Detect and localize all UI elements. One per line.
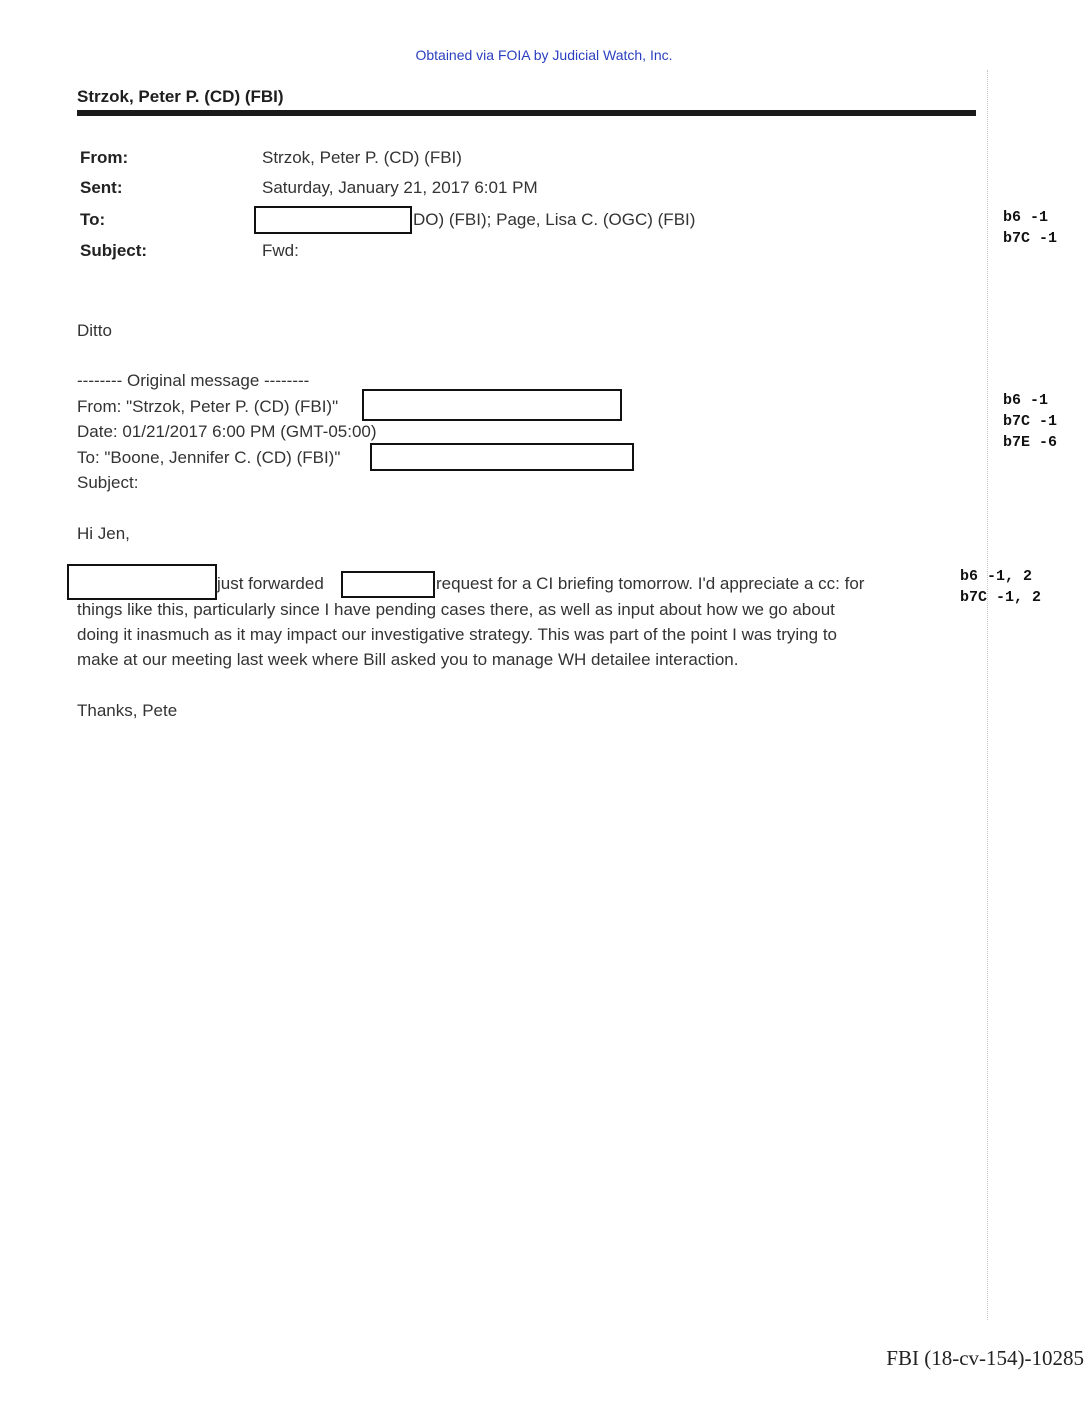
mailbox-owner: Strzok, Peter P. (CD) (FBI) <box>77 87 284 106</box>
original-to: To: "Boone, Jennifer C. (CD) (FBI)" <box>77 448 341 467</box>
to-value: DO) (FBI); Page, Lisa C. (OGC) (FBI) <box>413 210 696 229</box>
redaction-box-to <box>254 206 412 234</box>
redaction-box-original-from <box>362 389 622 421</box>
paragraph-part2: request for a CI briefing tomorrow. I'd appreciate a cc: for <box>436 574 865 593</box>
original-subject: Subject: <box>77 473 139 492</box>
paragraph-line4: make at our meeting last week where Bill asked you to manage WH detailee interaction. <box>77 650 739 669</box>
redaction-box-original-to <box>370 443 634 471</box>
foia-banner: Obtained via FOIA by Judicial Watch, Inc. <box>415 47 673 63</box>
redaction-box-paragraph-1 <box>67 564 217 600</box>
exemption-codes-1: b6 -1 b7C -1 <box>1003 209 1058 247</box>
redaction-box-paragraph-2 <box>341 571 435 598</box>
original-date: Date: 01/21/2017 6:00 PM (GMT-05:00) <box>77 422 377 441</box>
bates-number: FBI (18-cv-154)-10285 <box>886 1346 1084 1370</box>
exemption-codes-2: b6 -1 b7C -1 b7E -6 <box>1003 392 1058 451</box>
header-rule <box>77 110 976 116</box>
greeting: Hi Jen, <box>77 524 130 543</box>
subject-value: Fwd: <box>262 241 299 260</box>
to-label: To: <box>80 210 106 229</box>
sent-value: Saturday, January 21, 2017 6:01 PM <box>262 178 538 197</box>
from-label: From: <box>80 148 129 167</box>
sent-label: Sent: <box>80 178 123 197</box>
paragraph-part1: just forwarded <box>217 574 324 593</box>
exemption-codes-3: b6 -1, 2 b7C -1, 2 <box>960 568 1042 606</box>
original-message-marker: -------- Original message -------- <box>77 371 310 390</box>
paragraph-line3: doing it inasmuch as it may impact our investigative strategy. This was part of the point I was trying to <box>77 625 837 644</box>
paragraph-line2: things like this, particularly since I have pending cases there, as well as input about how we go about <box>77 600 835 619</box>
original-from: From: "Strzok, Peter P. (CD) (FBI)" <box>77 397 339 416</box>
margin-dotted-line <box>987 70 988 1320</box>
from-value: Strzok, Peter P. (CD) (FBI) <box>262 148 462 167</box>
signoff: Thanks, Pete <box>77 701 178 720</box>
ditto-line: Ditto <box>77 321 112 340</box>
subject-label: Subject: <box>80 241 148 260</box>
